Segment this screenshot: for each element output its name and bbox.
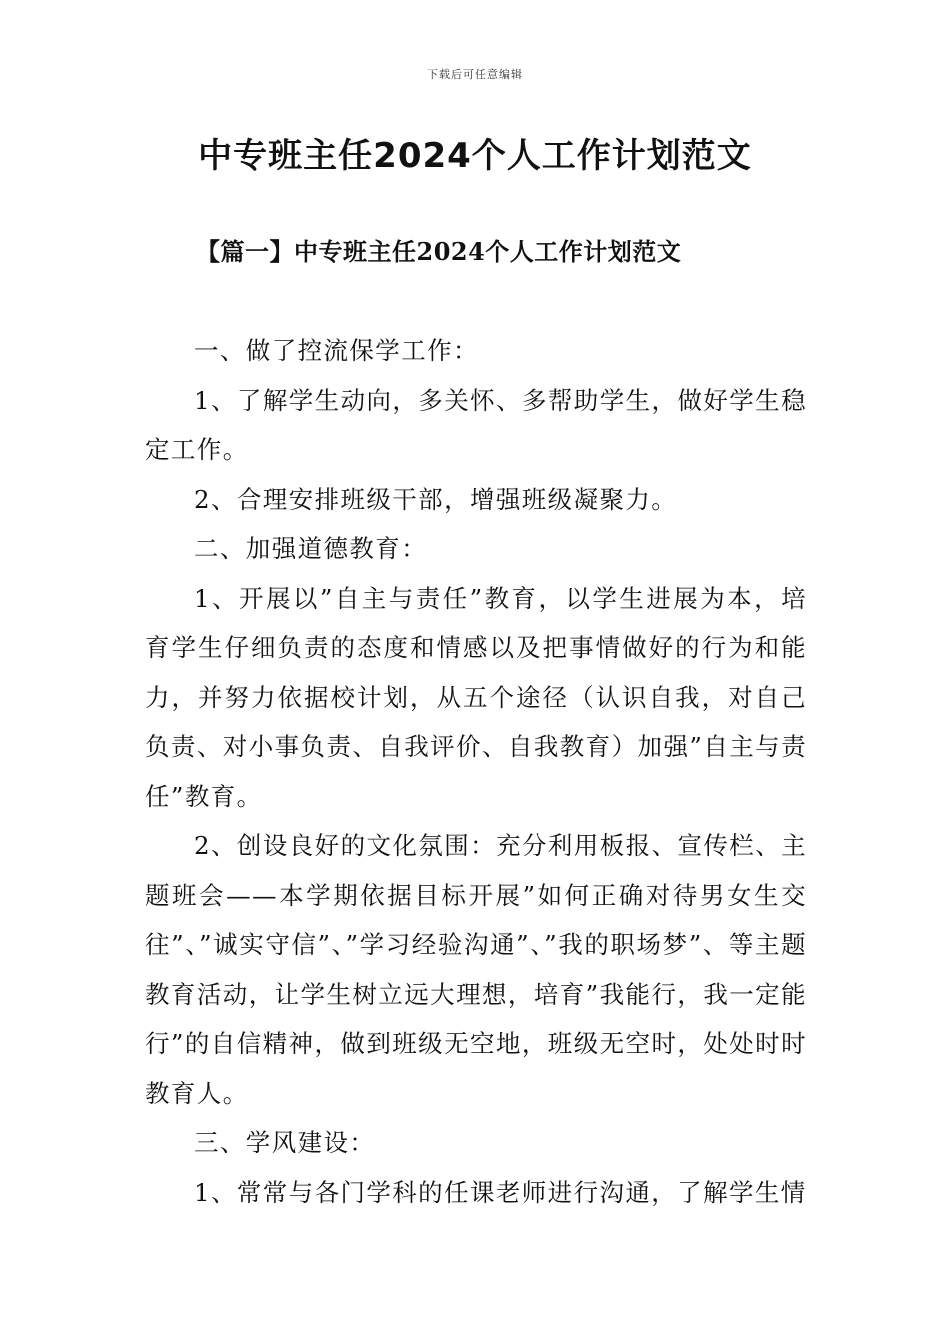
paragraph: 二、加强道德教育： [194, 534, 428, 563]
paragraph: 1、了解学生动向，多关怀、多帮助学生，做好学生稳定工作。 [145, 385, 807, 464]
paragraph: 三、学风建设： [194, 1128, 376, 1157]
paragraph: 一、做了控流保学工作： [194, 336, 479, 365]
paragraph: 1、常常与各门学科的任课老师进行沟通，了解学生情 [194, 1177, 807, 1207]
paragraph: 2、创设良好的文化氛围：充分利用板报、宣传栏、主题班会——本学期依据目标开展”如何正确对待男女生交往”、”诚实守信”、”学习经验沟通”、”我的职场梦”、等主题教育活动，让学生树立远大理想，培育”我能行，我一定能行”的自信精神，做到班级无空地，班级无空时，处处时时教育人。 [145, 831, 807, 1108]
paragraph: 2、合理安排班级干部，增强班级凝聚力。 [194, 484, 678, 514]
document-body [145, 326, 807, 1217]
section-title: 【篇一】中专班主任2024个人工作计划范文 [196, 237, 682, 266]
paragraph: 1、开展以”自主与责任”教育，以学生进展为本，培育学生仔细负责的态度和情感以及把事情做好的行为和能力，并努力依据校计划，从五个途径（认识自我，对自己负责、对小事负责、自我评价、自我教育）加强”自主与责任”教育。 [145, 583, 807, 811]
document-title: 中专班主任2024个人工作计划范文 [198, 136, 752, 176]
header-note: 下载后可任意编辑 [427, 68, 523, 81]
